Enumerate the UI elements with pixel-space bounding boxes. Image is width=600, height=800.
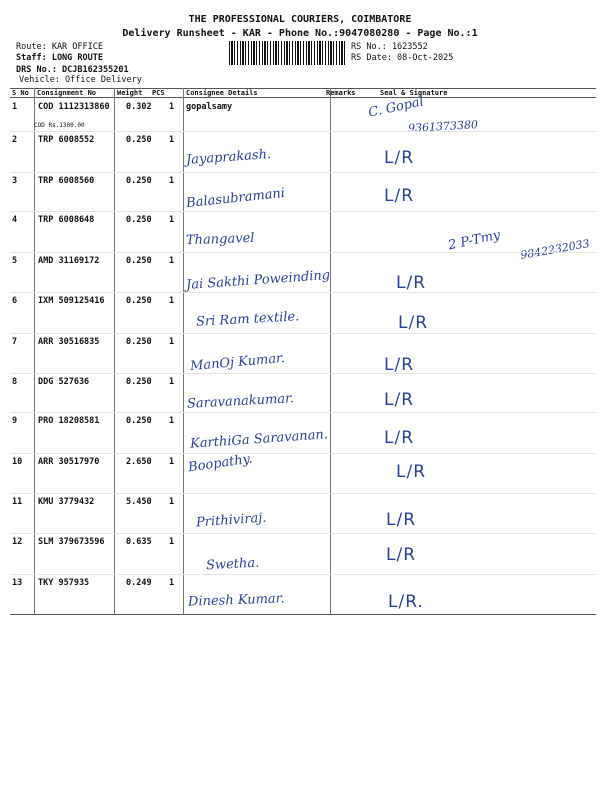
table-top-border	[10, 88, 596, 89]
row-consignee-handwritten: ManOj Kumar.	[189, 350, 286, 375]
row-consignee-handwritten: Sri Ram textile.	[195, 309, 300, 330]
row-signature: L/R	[384, 428, 415, 448]
row-pcs: 1	[169, 337, 175, 347]
row-consignment-no: PRO 18208581	[38, 416, 100, 426]
row-signature-phone: 9842232033	[519, 237, 591, 262]
row-weight: 2.650	[126, 457, 152, 467]
row-consignment-no: KMU 3779432	[38, 497, 95, 507]
drs-number: DRS No.: DCJB162355201	[16, 65, 129, 75]
col-header-sno: S No	[12, 89, 29, 97]
row-weight: 0.250	[126, 377, 152, 387]
row-weight: 0.250	[126, 135, 152, 145]
row-pcs: 1	[169, 135, 175, 145]
row-consignee: gopalsamy	[186, 102, 233, 112]
row-weight: 0.250	[126, 176, 152, 186]
row-cod-amount: COD Rs.1300.00	[34, 122, 85, 129]
barcode	[229, 41, 347, 65]
row-separator	[10, 574, 596, 575]
row-weight: 0.250	[126, 256, 152, 266]
company-title: THE PROFESSIONAL COURIERS, COIMBATORE	[188, 14, 412, 25]
row-signature: L/R	[384, 148, 415, 168]
row-signature: L/R	[396, 273, 427, 293]
row-pcs: 1	[169, 256, 175, 266]
row-consignee-handwritten: Prithiviraj.	[195, 510, 267, 531]
col-divider	[183, 88, 184, 615]
row-consignee-handwritten: Boopathy.	[187, 451, 254, 476]
row-consignment-no: TRP 6008552	[38, 135, 95, 145]
row-signature: L/R	[384, 186, 415, 206]
row-sno: 5	[12, 256, 18, 266]
row-pcs: 1	[169, 497, 175, 507]
row-separator	[10, 292, 596, 293]
row-weight: 0.250	[126, 215, 152, 225]
row-consignment-no: SLM 379673596	[38, 537, 105, 547]
row-consignment-no: DDG 527636	[38, 377, 90, 387]
row-weight: 0.302	[126, 102, 152, 112]
row-consignment-no: ARR 30517970	[38, 457, 100, 467]
vehicle-label: Vehicle: Office Delivery	[19, 75, 142, 85]
row-consignment-no: TRP 6008560	[38, 176, 95, 186]
row-consignee-handwritten: Jai Sakthi Poweinding	[185, 267, 331, 294]
row-weight: 0.250	[126, 337, 152, 347]
row-separator	[10, 333, 596, 334]
row-sno: 13	[12, 578, 23, 588]
row-pcs: 1	[169, 416, 175, 426]
row-weight: 5.450	[126, 497, 152, 507]
row-signature: L/R	[386, 545, 417, 565]
row-pcs: 1	[169, 215, 175, 225]
col-header-seal: Seal & Signature	[380, 89, 448, 97]
row-consignment-no: ARR 30516835	[38, 337, 100, 347]
row-separator	[10, 453, 596, 454]
row-consignment-no: TRP 6008648	[38, 215, 95, 225]
row-signature: L/R	[384, 355, 415, 375]
row-consignment-no: IXM 509125416	[38, 296, 105, 306]
row-sno: 6	[12, 296, 18, 306]
row-consignee-handwritten: Thangavel	[185, 230, 255, 249]
row-sno: 4	[12, 215, 18, 225]
table-header-border	[10, 97, 596, 98]
table-bottom-border	[10, 614, 596, 615]
row-separator	[10, 412, 596, 413]
row-sno: 10	[12, 457, 23, 467]
row-consignee-handwritten: Jayaprakash.	[185, 147, 272, 168]
runsheet-title: Delivery Runsheet - KAR - Phone No.:9047080280 - Page No.:1	[122, 28, 478, 39]
row-pcs: 1	[169, 537, 175, 547]
col-header-remarks: Remarks	[326, 89, 356, 97]
col-header-weight: Weight	[117, 89, 143, 97]
row-separator	[10, 211, 596, 212]
row-sno: 1	[12, 102, 18, 112]
row-signature: C. Gopal	[367, 94, 426, 121]
row-pcs: 1	[169, 578, 175, 588]
row-signature: L/R.	[388, 592, 424, 612]
row-separator	[10, 131, 596, 132]
row-consignment-no: TKY 957935	[38, 578, 90, 588]
row-separator	[10, 172, 596, 173]
row-consignee-handwritten: KarthiGa Saravanan.	[189, 427, 329, 452]
col-divider	[330, 88, 331, 615]
col-header-consignee: Consignee Details	[186, 89, 258, 97]
rs-number: RS No.: 1623552	[351, 42, 428, 52]
col-header-consignment: Consignment No	[37, 89, 97, 97]
staff-label: Staff: LONG ROUTE	[16, 53, 103, 63]
route-label: Route: KAR OFFICE	[16, 42, 103, 52]
row-pcs: 1	[169, 377, 175, 387]
row-sno: 7	[12, 337, 18, 347]
row-weight: 0.249	[126, 578, 152, 588]
row-sno: 12	[12, 537, 23, 547]
row-sno: 8	[12, 377, 18, 387]
row-consignee-handwritten: Swetha.	[205, 555, 260, 574]
row-pcs: 1	[169, 296, 175, 306]
row-separator	[10, 252, 596, 253]
row-signature: L/R	[386, 510, 417, 530]
rs-date: RS Date: 08-Oct-2025	[351, 53, 454, 63]
row-sno: 3	[12, 176, 18, 186]
row-pcs: 1	[169, 457, 175, 467]
row-weight: 0.250	[126, 296, 152, 306]
row-signature: L/R	[384, 390, 415, 410]
row-signature: L/R	[396, 462, 427, 482]
row-pcs: 1	[169, 176, 175, 186]
row-consignment-no: COD 1112313860	[38, 102, 110, 112]
row-consignee-handwritten: Saravanakumar.	[186, 391, 295, 412]
row-sno: 2	[12, 135, 18, 145]
row-consignee-handwritten: Dinesh Kumar.	[187, 591, 285, 610]
row-weight: 0.250	[126, 416, 152, 426]
row-consignee-handwritten: Balasubramani	[185, 185, 286, 212]
row-signature: L/R	[398, 313, 429, 333]
row-separator	[10, 533, 596, 534]
row-sno: 11	[12, 497, 23, 507]
row-consignment-no: AMD 31169172	[38, 256, 100, 266]
row-pcs: 1	[169, 102, 175, 112]
row-signature: 2 P-Tmy	[447, 227, 502, 254]
row-sno: 9	[12, 416, 18, 426]
row-separator	[10, 373, 596, 374]
col-divider	[114, 88, 115, 615]
row-separator	[10, 493, 596, 494]
col-header-pcs: PCS	[152, 89, 165, 97]
row-signature-phone: 9361373380	[407, 118, 479, 135]
col-divider	[34, 88, 35, 615]
row-weight: 0.635	[126, 537, 152, 547]
